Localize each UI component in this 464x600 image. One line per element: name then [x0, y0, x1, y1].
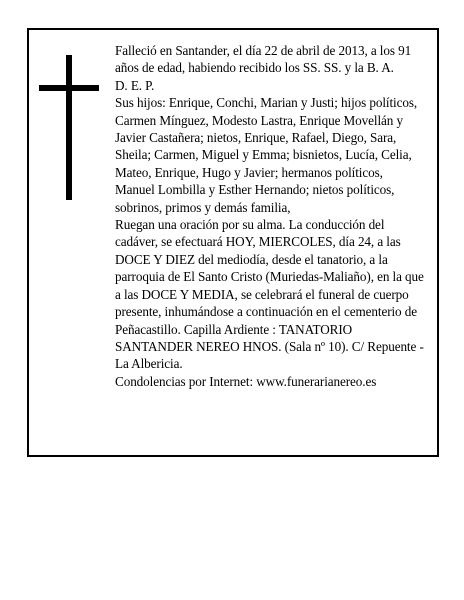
- condolences-link: Condolencias por Internet: www.funerarianereo.es: [115, 373, 377, 389]
- latin-cross-icon: [39, 55, 99, 200]
- cross-horizontal-bar: [39, 85, 99, 91]
- rest-in-peace: D. E. P.: [115, 77, 155, 93]
- obituary-notice: [27, 28, 439, 457]
- cross-vertical-bar: [66, 55, 72, 200]
- death-announcement: Falleció en Santander, el día 22 de abril de 2013, a los 91 años de edad, habiendo recibido los SS. SS. y la B. A.: [115, 43, 412, 76]
- funeral-details: Ruegan una oración por su alma. La conducción del cadáver, se efectuará HOY, MIERCOLES, día 24, a las DOCE Y DIEZ del mediodía, desde el tanatorio, a la parroquia de El Santo Cristo (Muriedas-Maliaño), en la que a las DOCE Y MEDIA, se celebrará el funeral de cuerpo presente, inhumándose a continuación en el cementerio de Peñacastillo. Capilla Ardiente : TANATORIO SANTANDER NEREO HNOS. (Sala nº 10). C/ Repuente - La Albericia.: [115, 217, 424, 372]
- family-list: Sus hijos: Enrique, Conchi, Marian y Justi; hijos políticos, Carmen Mínguez, Modesto Lastra, Enrique Movellán y Javier Castañera; nietos, Enrique, Rafael, Diego, Sara, Sheila; Carmen, Miguel y Emma; bisnietos, Lucía, Celia, Mateo, Enrique, Hugo y Javier; hermanos políticos, Manuel Lombilla y Esther Hernando; nietos políticos, sobrinos, primos y demás familia,: [115, 95, 418, 215]
- notice-text: [115, 42, 425, 390]
